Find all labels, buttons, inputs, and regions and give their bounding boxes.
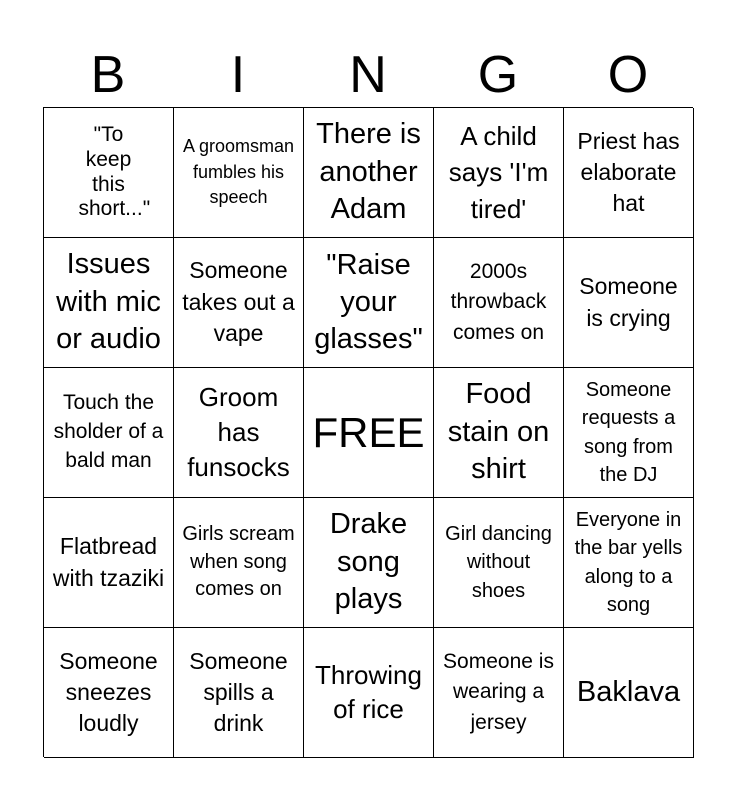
header-letter-g: G (477, 46, 519, 104)
cell-text: Groom has funsocks (187, 382, 290, 482)
bingo-header (43, 44, 693, 106)
cell-text: Issues with mic or audio (56, 247, 161, 356)
bingo-cell[interactable] (434, 238, 564, 368)
bingo-cell[interactable] (564, 628, 694, 758)
header-letter-o: O (607, 46, 649, 104)
cell-text: Flatbread with tzaziki (52, 532, 165, 591)
cell-text: A child says 'I'm tired' (448, 120, 549, 224)
cell-text: Food stain on shirt (447, 377, 550, 486)
bingo-cell[interactable] (174, 108, 304, 238)
bingo-cell[interactable] (44, 498, 174, 628)
cell-text: There is another Adam (316, 117, 421, 226)
bingo-cell[interactable] (434, 368, 564, 498)
cell-text: Throwing of rice (315, 660, 422, 724)
bingo-cell-free[interactable] (304, 368, 434, 498)
cell-text: Touch the sholder of a bald man (53, 391, 164, 472)
bingo-cell[interactable] (44, 368, 174, 498)
cell-text: 2000s throwback comes on (450, 260, 547, 344)
bingo-cell[interactable] (304, 238, 434, 368)
bingo-cell[interactable] (304, 498, 434, 628)
cell-text: "Raise your glasses" (314, 248, 423, 356)
header-letter-n: N (349, 46, 387, 104)
cell-text: Everyone in the bar yells along to a song (574, 508, 683, 616)
cell-text: A groomsman fumbles his speech (182, 136, 295, 208)
bingo-cell[interactable] (174, 368, 304, 498)
bingo-cell[interactable] (564, 238, 694, 368)
bingo-cell[interactable] (564, 108, 694, 238)
bingo-cell[interactable] (44, 628, 174, 758)
bingo-cell[interactable] (434, 108, 564, 238)
bingo-cell[interactable] (564, 498, 694, 628)
cell-text: Drake song plays (329, 507, 408, 616)
bingo-cell[interactable] (44, 238, 174, 368)
bingo-cell[interactable] (174, 238, 304, 368)
cell-text: Someone takes out a vape (182, 256, 295, 347)
cell-text: Someone sneezes loudly (59, 647, 158, 737)
cell-text: Someone spills a drink (189, 647, 288, 737)
cell-text: Girls scream when song comes on (182, 523, 295, 601)
cell-text: Someone is crying (579, 273, 678, 331)
cell-text: "To keep this short..." (78, 122, 151, 221)
bingo-cell[interactable] (174, 498, 304, 628)
cell-text: Someone is wearing a jersey (443, 650, 554, 734)
bingo-cell[interactable] (304, 628, 434, 758)
bingo-cell[interactable] (304, 108, 434, 238)
bingo-cell[interactable] (434, 498, 564, 628)
bingo-cell[interactable] (434, 628, 564, 758)
bingo-cell[interactable] (174, 628, 304, 758)
free-space-label: FREE (312, 408, 425, 456)
cell-text: Someone requests a song from the DJ (581, 378, 676, 486)
cell-text: Girl dancing without shoes (445, 522, 552, 602)
header-letter-i: I (230, 46, 246, 104)
bingo-cell[interactable] (564, 368, 694, 498)
header-letter-b: B (90, 46, 126, 104)
cell-text: Baklava (576, 676, 681, 709)
cell-text: Priest has elaborate hat (577, 127, 680, 217)
bingo-grid (43, 107, 693, 757)
bingo-cell[interactable] (44, 108, 174, 238)
